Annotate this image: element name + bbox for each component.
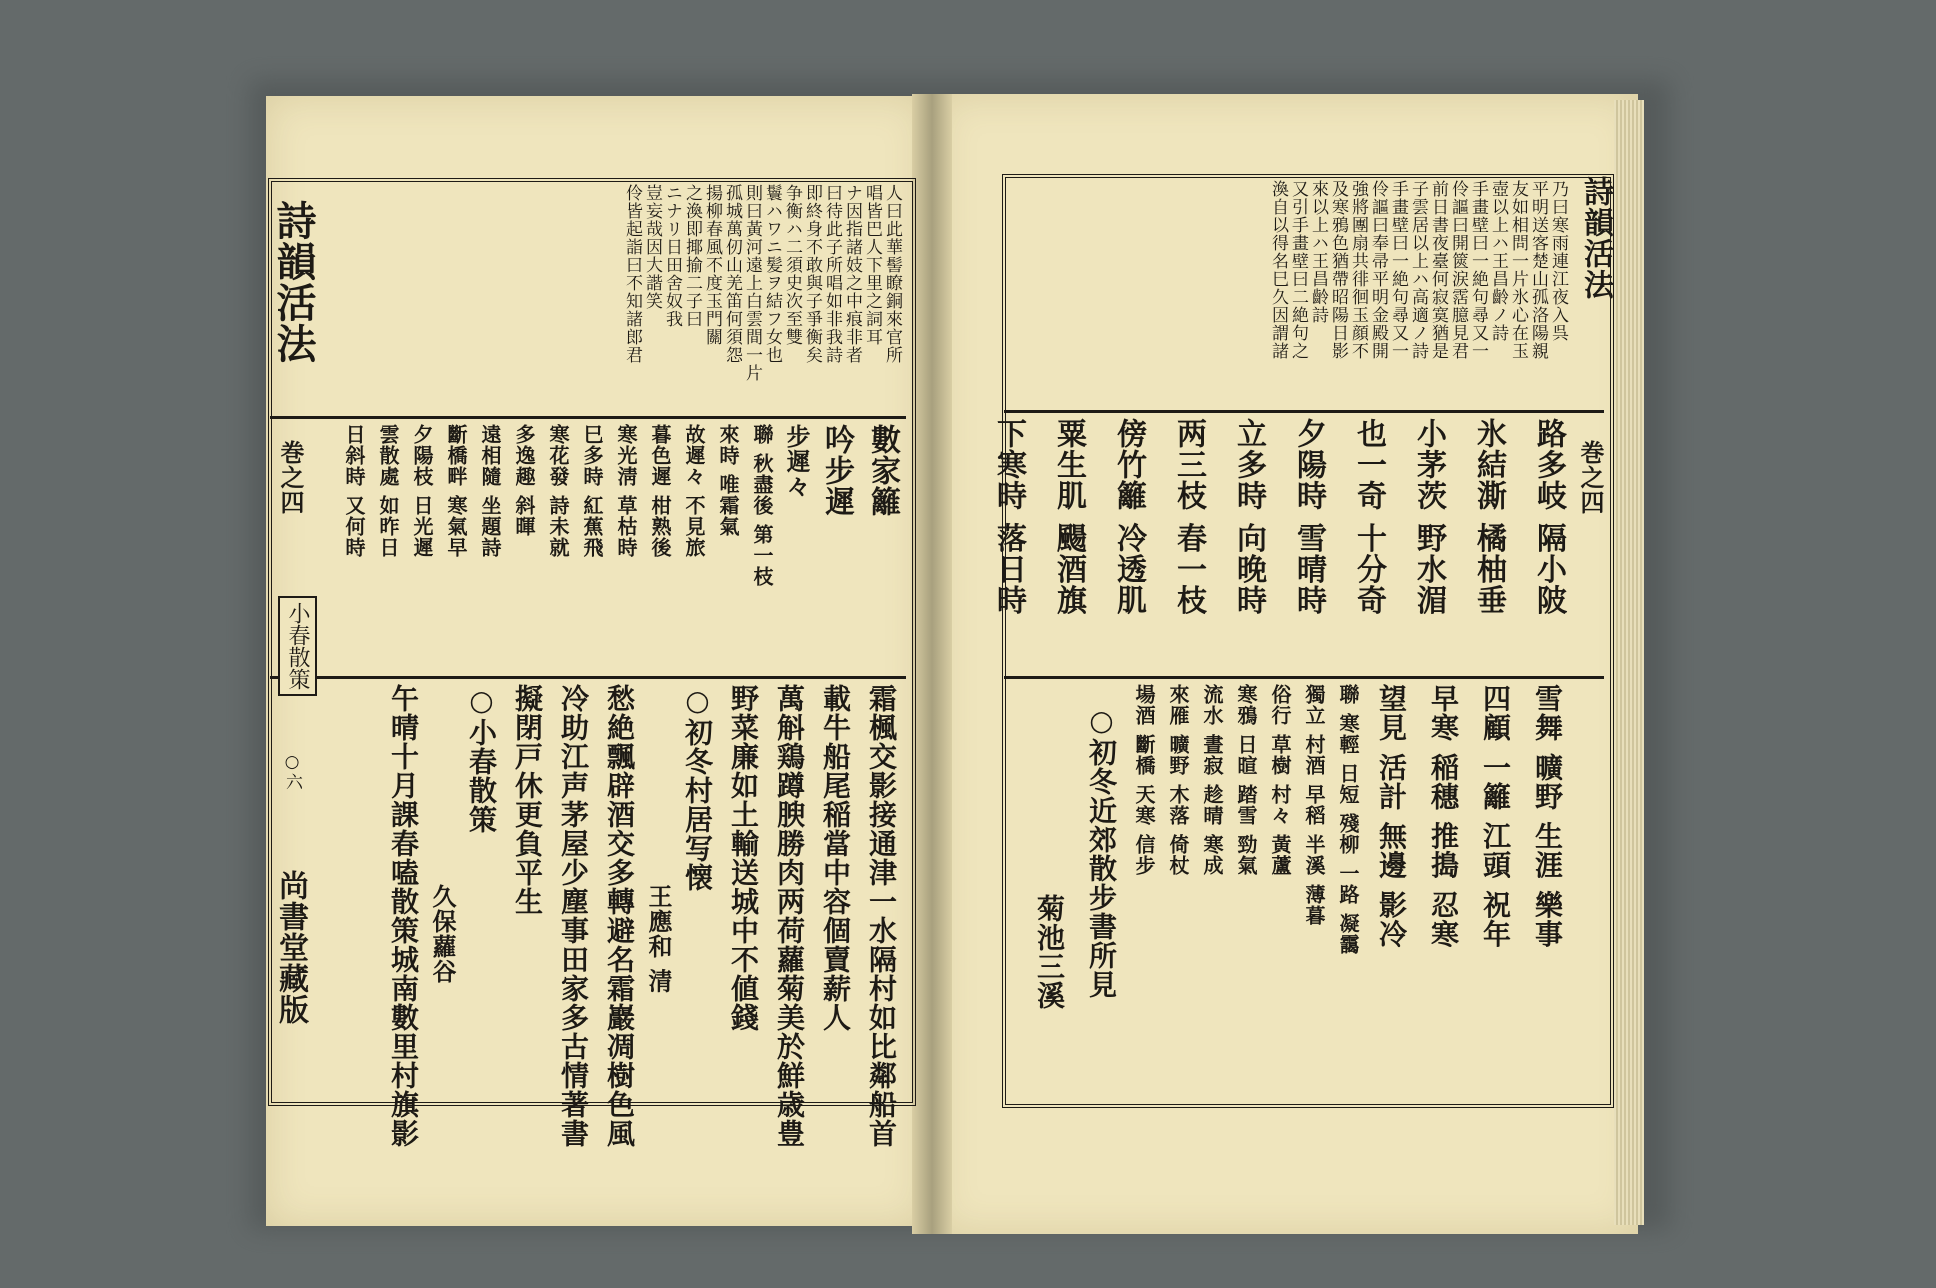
left-bottom-col: 午晴十月課春嗑散策城南數里村旗影 [387,684,420,1148]
left-bottom-author: 久保蘿谷 [428,884,457,984]
left-publisher: 尚書堂藏版 [273,870,308,1025]
left-bottom-col: 冷助江声茅屋少塵事田家多古情著書 [557,684,590,1148]
book-gutter [912,94,952,1234]
right-top-col: 伶謳曰奉帚平明金殿開 [1368,180,1388,360]
right-bottom-col: 場酒 斷橋 天寒 信步 [1132,684,1156,876]
right-bottom-divider [1004,676,1604,679]
left-mid-col: 多逸趣 斜暉 [512,424,536,537]
left-top-divider [270,416,906,419]
left-page-number: ○六 [282,752,302,791]
left-bottom-col: 愁絶飄辟酒交多轉避名霜巖凋樹色風 [603,684,636,1148]
right-middle-text-block [991,418,1568,672]
right-mid-col: 夕陽時 雪晴時 [1291,418,1326,616]
right-top-col: 及寒鴉色猶帶昭陽日影 [1328,180,1348,360]
left-section-box: 小春散策 [278,596,317,696]
right-bottom-col: 獨立 村酒 早稻 半溪 薄暮 [1302,684,1326,926]
right-top-divider [1004,410,1604,413]
right-bottom-col: 來雁 曠野 木落 倚杖 [1166,684,1190,876]
left-mid-col: 雲散處 如昨日 [376,424,400,558]
left-top-col: ニナリ日田舍奴我 [662,184,682,328]
left-bottom-col: 擬閉戸休更負平生 [511,684,544,916]
left-mid-col: 聯 秋盡後 第一枝 [750,424,774,587]
left-bottom-col: 霜楓交影接通津一水隔村如比鄰船首 [865,684,898,1148]
left-top-col: 之渙即揶揄二子曰 [682,184,702,328]
right-top-col: 伶謳曰開篋涙霑臆見君 [1448,180,1468,360]
left-mid-col: 暮色遲 柑熟後 [648,424,672,558]
right-bottom-col: 聯 寒輕 日短 殘柳 一路 凝靄 [1336,684,1360,955]
right-header-title: 詩韻活法 [1578,176,1613,300]
left-bottom-col: 萬斛鶏蹲腴勝肉两荷蘿菊美於鮮歳豊 [773,684,806,1148]
right-bottom-col: 早寒 稲穗 推搗 忍寒 [1427,684,1460,949]
right-bottom-col: 寒鴉 日暄 踏雪 勁氣 [1234,684,1258,876]
right-top-col: 來以上ハ王昌齡詩 [1308,180,1328,324]
right-bottom-col: 俗行 草樹 村々 黃蘆 [1268,684,1292,876]
right-top-col: 手畫壁曰一絶句尋又一 [1468,180,1488,360]
right-mid-col: 立多時 向晚時 [1231,418,1266,616]
right-mid-col: 下寒時 落日時 [991,418,1026,616]
left-top-col: 曰待此子所唱如非我詩 [822,184,842,364]
left-mid-col: 寒花發 詩未就 [546,424,570,558]
right-mid-col: 路多岐 隔小陂 [1531,418,1566,616]
right-bottom-col: 望見 活計 無邊 影冷 [1375,684,1408,949]
left-bottom-col: 野菜廉如土輸送城中不値錢 [727,684,760,1032]
right-bottom-col: 雪舞 曠野 生涯 樂事 [1531,684,1564,949]
right-top-col: 乃曰寒雨連江夜入呉 [1548,180,1568,342]
right-top-col: 又引手畫壁曰二絶句之 [1288,180,1308,360]
right-poem-title: ○初冬近郊散步書所見 [1085,704,1118,999]
left-bottom-divider [270,676,906,679]
left-bottom-col: ○初冬村居写懐 [681,684,714,892]
left-top-col: 人曰此華髻瞭銅來官所 [882,184,902,364]
left-mid-col: 步遲々 [782,424,811,499]
right-top-col: 手畫壁曰一絶句尋又一 [1388,180,1408,360]
right-mid-col: 小茅茨 野水湄 [1411,418,1446,616]
right-top-col: 子雲居以上ハ高適ノ詩 [1408,180,1428,360]
right-top-col: 強將團扇共徘徊玉顔不 [1348,180,1368,360]
left-top-col: 則曰黃河遠上白雲間一片 [742,184,762,382]
right-header-volume: 巻之四 [1576,440,1605,515]
right-mid-col: 两三枝 春一枝 [1171,418,1206,616]
left-mid-col: 寒光淸 草枯時 [614,424,638,558]
right-top-col: 平明送客楚山孤洛陽親 [1528,180,1548,360]
left-middle-text-block [300,424,902,672]
left-bottom-text-block [306,684,902,1148]
right-mid-col: 粟生肌 颺酒旗 [1051,418,1086,616]
left-bottom-author: 王應和 清 [644,884,673,994]
right-top-col: 前日書夜臺何寂寞猶是 [1428,180,1448,360]
left-bottom-col: ○小春散策 [465,684,498,834]
right-mid-col: 氷結澌 橘柚垂 [1471,418,1506,616]
left-top-col: 豈妄哉因大諧笑 [642,184,662,310]
left-top-col: 即終身不敢與子爭衡矣 [802,184,822,364]
right-top-col: 渙自以得名巳久因謂諸 [1268,180,1288,360]
right-bottom-col: 流水 晝寂 趁晴 寒成 [1200,684,1224,876]
left-top-col: 唱皆巴人下里之詞耳 [862,184,882,346]
left-top-text-block [300,184,902,412]
left-mid-col: 巳多時 紅蕉飛 [580,424,604,558]
left-mid-col: 故遲々 不見旅 [682,424,706,558]
left-mid-col: 夕陽枝 日光遲 [410,424,434,558]
right-top-text-block [1008,180,1568,406]
left-mid-col: 來時 唯霜氣 [716,424,740,537]
right-top-col: 友如相問一片氷心在玉 [1508,180,1528,360]
right-mid-col: 傍竹籬 冷透肌 [1111,418,1146,616]
page-edges [1614,100,1644,1225]
left-mid-col: 數家籬 [865,424,900,517]
right-mid-col: 也一奇 十分奇 [1351,418,1386,616]
left-header-title: 詩韻活法 [270,200,317,364]
right-bottom-text-block [1012,684,1568,1094]
left-mid-col: 吟步遲 [819,424,854,517]
left-top-col: 争衡ハ二須史次至雙 [782,184,802,346]
left-bottom-col: 載牛船尾稲當中容個賣薪人 [819,684,852,1032]
left-top-col: 鬟ハワニ髪ヲ結フ女也 [762,184,782,364]
left-top-col: 孤城萬仞山羌笛何須怨 [722,184,742,364]
left-header-volume: 巻之四 [276,440,305,515]
left-mid-col: 斷橋畔 寒氣早 [444,424,468,558]
right-top-col: 壺以上ハ王昌齡ノ詩 [1488,180,1508,342]
left-mid-col: 日斜時 又何時 [342,424,366,558]
left-top-col: 伶皆起詣曰不知諸郎君 [622,184,642,364]
right-bottom-col: 四顧 一籬 江頭 祝年 [1479,684,1512,949]
left-top-col: ナ因指諸妓之中痕非者 [842,184,862,364]
left-mid-col: 遠相隨 坐題詩 [478,424,502,558]
left-top-col: 揚柳春風不度玉門關 [702,184,722,346]
right-poem-author: 菊池三溪 [1033,894,1066,1010]
